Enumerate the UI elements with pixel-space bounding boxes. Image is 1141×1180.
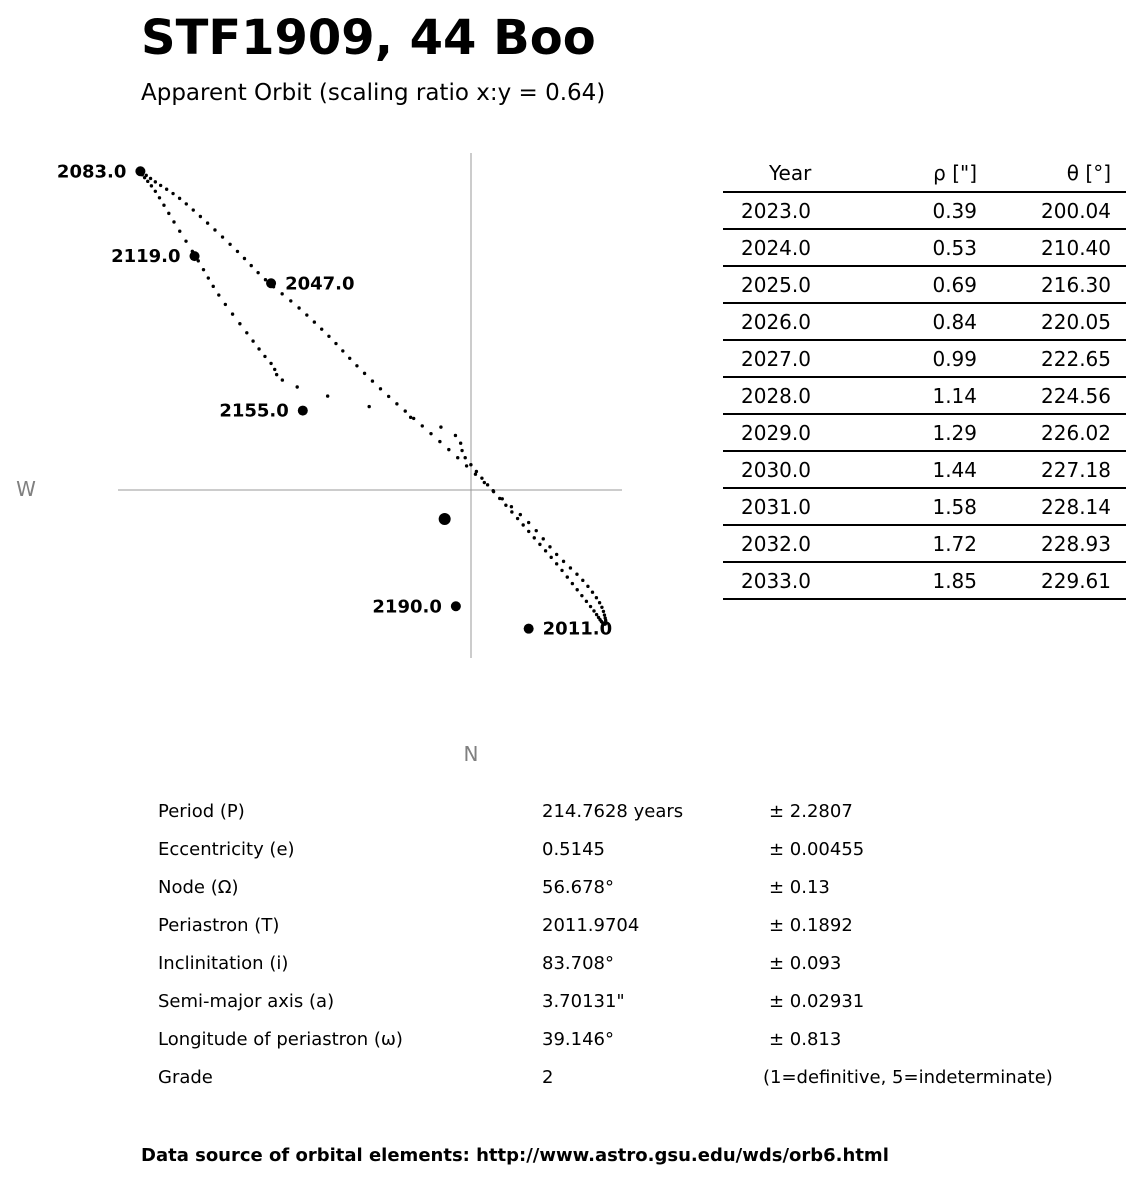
epoch-point — [266, 278, 276, 288]
element-label: Period (P) — [158, 801, 245, 822]
theta-cell: 224.56 — [977, 377, 1126, 414]
element-label: Longitude of periastron (ω) — [158, 1029, 403, 1050]
orbit-point — [146, 180, 149, 183]
orbit-point — [486, 483, 489, 486]
orbit-point — [510, 510, 513, 513]
orbit-point — [560, 569, 563, 572]
rho-cell: 0.69 — [861, 266, 977, 303]
element-row-grade — [158, 1061, 1118, 1099]
orbit-point — [521, 523, 524, 526]
table-row — [723, 451, 1126, 488]
table-row — [723, 192, 1126, 229]
epoch-point — [451, 601, 461, 611]
orbit-point — [238, 322, 241, 325]
orbit-point — [162, 204, 165, 207]
orbit-point — [313, 320, 316, 323]
year-cell: 2023.0 — [723, 192, 861, 229]
orbit-point — [154, 180, 157, 183]
orbit-point — [516, 517, 519, 520]
element-value: 2011.9704 — [542, 915, 640, 936]
rho-cell: 1.14 — [861, 377, 977, 414]
element-row-inclination — [158, 947, 1118, 985]
orbit-point — [256, 271, 259, 274]
element-label: Semi-major axis (a) — [158, 991, 335, 1012]
table-row — [723, 562, 1126, 599]
west-axis-label: W — [16, 477, 36, 501]
orbit-point — [185, 202, 188, 205]
orbit-point — [569, 566, 572, 569]
theta-cell: 216.30 — [977, 266, 1126, 303]
orbit-point — [326, 394, 329, 397]
rho-cell: 1.85 — [861, 562, 977, 599]
table-row — [723, 488, 1126, 525]
orbit-point — [421, 424, 424, 427]
primary-star — [439, 513, 451, 525]
orbit-point — [395, 402, 398, 405]
orbit-point — [213, 228, 216, 231]
orbit-point — [409, 416, 412, 419]
page-subtitle: Apparent Orbit (scaling ratio x:y = 0.64) — [141, 80, 606, 106]
element-label: Periastron (T) — [158, 915, 280, 936]
orbit-point — [519, 513, 522, 516]
orbit-point — [184, 239, 187, 242]
orbit-point — [251, 339, 254, 342]
orbit-point — [439, 425, 442, 428]
epoch-label: 2083.0 — [56, 161, 127, 183]
orbit-point — [510, 505, 513, 508]
orbit-point — [281, 378, 284, 381]
element-row-period — [158, 795, 1118, 833]
orbit-point — [149, 177, 152, 180]
data-source-footer: Data source of orbital elements: http://www.astro.gsu.edu/wds/orb6.html — [141, 1145, 889, 1166]
orbit-point — [492, 490, 495, 493]
element-value: 214.7628 years — [542, 801, 684, 822]
orbit-point — [165, 188, 168, 191]
orbit-point — [603, 613, 606, 616]
orbit-point — [297, 306, 300, 309]
orbit-point — [412, 417, 415, 420]
orbit-point — [273, 368, 276, 371]
element-error: ± 0.02931 — [769, 991, 865, 1012]
orbit-point — [236, 250, 239, 253]
orbit-point — [527, 530, 530, 533]
orbit-point — [327, 335, 330, 338]
element-value: 3.70131" — [542, 991, 625, 1012]
orbit-point — [581, 579, 584, 582]
element-label: Eccentricity (e) — [158, 839, 295, 860]
orbit-point — [280, 292, 283, 295]
orbit-point — [480, 476, 483, 479]
theta-cell: 229.61 — [977, 562, 1126, 599]
orbit-point — [367, 405, 370, 408]
table-row — [723, 525, 1126, 562]
orbit-point — [371, 379, 374, 382]
orbit-point — [571, 582, 574, 585]
theta-cell: 228.14 — [977, 488, 1126, 525]
epoch-label: 2119.0 — [111, 246, 181, 268]
element-error: ± 0.1892 — [769, 915, 853, 936]
orbit-point — [538, 543, 541, 546]
orbit-point — [586, 585, 589, 588]
orbit-point — [348, 357, 351, 360]
table-row — [723, 414, 1126, 451]
epoch-label: 2155.0 — [219, 400, 289, 422]
orbit-point — [363, 372, 366, 375]
element-label: Inclinitation (i) — [158, 953, 289, 974]
rho-cell: 0.53 — [861, 229, 977, 266]
orbit-point — [305, 313, 308, 316]
rho-cell: 1.72 — [861, 525, 977, 562]
orbit-point — [533, 536, 536, 539]
orbit-point — [598, 601, 601, 604]
orbit-point — [221, 235, 224, 238]
rho-cell: 1.58 — [861, 488, 977, 525]
orbit-point — [172, 220, 175, 223]
orbit-point — [566, 575, 569, 578]
orbit-point — [167, 212, 170, 215]
orbit-point — [263, 355, 266, 358]
element-value: 56.678° — [542, 877, 614, 898]
orbit-point — [355, 364, 358, 367]
element-label: Node (Ω) — [158, 877, 239, 898]
theta-cell: 222.65 — [977, 340, 1126, 377]
year-cell: 2029.0 — [723, 414, 861, 451]
orbit-point — [447, 448, 450, 451]
orbit-point — [212, 285, 215, 288]
orbit-point — [542, 537, 545, 540]
element-error: ± 0.13 — [769, 877, 830, 898]
orbit-point — [154, 190, 157, 193]
rho-cell: 1.29 — [861, 414, 977, 451]
element-value: 39.146° — [542, 1029, 614, 1050]
table-row — [723, 229, 1126, 266]
epoch-label: 2190.0 — [372, 596, 442, 618]
orbit-point — [555, 553, 558, 556]
element-row-longitude-periastron — [158, 1023, 1118, 1061]
element-error: ± 0.093 — [769, 953, 842, 974]
element-row-semi-major-axis — [158, 985, 1118, 1023]
element-value: 83.708° — [542, 953, 614, 974]
element-row-eccentricity — [158, 833, 1118, 871]
orbit-point — [275, 373, 278, 376]
orbit-point — [387, 395, 390, 398]
orbit-point — [231, 312, 234, 315]
year-cell: 2030.0 — [723, 451, 861, 488]
orbit-point — [158, 196, 161, 199]
orbit-point — [562, 560, 565, 563]
orbit-point — [243, 257, 246, 260]
theta-cell: 226.02 — [977, 414, 1126, 451]
orbit-point — [580, 594, 583, 597]
orbit-point — [178, 230, 181, 233]
element-label: Grade — [158, 1067, 213, 1088]
orbit-point — [475, 470, 478, 473]
orbit-point — [535, 529, 538, 532]
element-error: ± 0.813 — [769, 1029, 842, 1050]
orbit-point — [438, 440, 441, 443]
element-error: ± 0.00455 — [769, 839, 865, 860]
orbit-point — [504, 504, 507, 507]
orbit-point — [592, 609, 595, 612]
orbit-point — [379, 387, 382, 390]
element-error: ± 2.2807 — [769, 801, 853, 822]
orbit-point — [178, 197, 181, 200]
orbit-point — [296, 385, 299, 388]
orbit-point — [483, 481, 486, 484]
orbital-elements — [158, 795, 1118, 1099]
year-cell: 2028.0 — [723, 377, 861, 414]
orbit-point — [207, 276, 210, 279]
year-header: Year — [723, 155, 861, 192]
year-cell: 2024.0 — [723, 229, 861, 266]
theta-cell: 220.05 — [977, 303, 1126, 340]
orbit-point — [269, 362, 272, 365]
table-row — [723, 340, 1126, 377]
orbit-dots — [138, 169, 608, 626]
orbit-point — [404, 409, 407, 412]
epoch-label: 2047.0 — [285, 273, 355, 295]
rho-header: ρ ["] — [861, 155, 977, 192]
rho-cell: 0.84 — [861, 303, 977, 340]
orbit-point — [202, 268, 205, 271]
orbit-point — [250, 264, 253, 267]
orbit-point — [555, 562, 558, 565]
theta-cell: 200.04 — [977, 192, 1126, 229]
epoch-point — [135, 166, 145, 176]
orbit-point — [576, 588, 579, 591]
epoch-label: 2011.0 — [542, 618, 613, 640]
orbit-point — [257, 347, 260, 350]
year-cell: 2031.0 — [723, 488, 861, 525]
orbit-point — [228, 243, 231, 246]
orbit-point — [429, 432, 432, 435]
orbit-point — [589, 605, 592, 608]
orbit-point — [527, 521, 530, 524]
orbit-point — [192, 208, 195, 211]
orbit-point — [544, 549, 547, 552]
element-row-periastron — [158, 909, 1118, 947]
table-row — [723, 303, 1126, 340]
orbit-point — [217, 293, 220, 296]
table-header-row — [723, 155, 1126, 192]
orbit-point — [459, 442, 462, 445]
orbit-chart — [0, 130, 700, 780]
orbit-point — [591, 590, 594, 593]
element-note: (1=definitive, 5=indeterminate) — [763, 1067, 1053, 1088]
ephemeris-table — [723, 155, 1126, 600]
orbit-point — [602, 610, 605, 613]
orbit-point — [320, 327, 323, 330]
orbit-point — [469, 463, 472, 466]
year-cell: 2025.0 — [723, 266, 861, 303]
element-value: 0.5145 — [542, 839, 605, 860]
table-row — [723, 377, 1126, 414]
orbit-point — [171, 192, 174, 195]
orbit-point — [548, 545, 551, 548]
orbit-point — [464, 456, 467, 459]
rho-cell: 0.99 — [861, 340, 977, 377]
orbit-point — [199, 215, 202, 218]
element-value: 2 — [542, 1067, 554, 1088]
north-axis-label: N — [463, 742, 479, 766]
orbit-point — [150, 184, 153, 187]
theta-cell: 210.40 — [977, 229, 1126, 266]
orbit-point — [595, 596, 598, 599]
labeled-points — [57, 161, 612, 639]
orbit-point — [245, 331, 248, 334]
year-cell: 2033.0 — [723, 562, 861, 599]
orbit-point — [159, 184, 162, 187]
element-row-node — [158, 871, 1118, 909]
orbit-point — [465, 464, 468, 467]
epoch-point — [190, 251, 200, 261]
year-cell: 2026.0 — [723, 303, 861, 340]
orbit-point — [600, 606, 603, 609]
theta-cell: 227.18 — [977, 451, 1126, 488]
orbit-point — [498, 497, 501, 500]
orbit-point — [334, 342, 337, 345]
epoch-point — [524, 624, 534, 634]
theta-cell: 228.93 — [977, 525, 1126, 562]
orbit-point — [224, 303, 227, 306]
page-title: STF1909, 44 Boo — [141, 10, 596, 66]
table-row — [723, 266, 1126, 303]
orbit-point — [549, 556, 552, 559]
orbit-point — [585, 600, 588, 603]
orbit-point — [595, 613, 598, 616]
epoch-point — [298, 406, 308, 416]
orbit-point — [145, 174, 148, 177]
orbit-point — [341, 349, 344, 352]
rho-cell: 1.44 — [861, 451, 977, 488]
year-cell: 2027.0 — [723, 340, 861, 377]
theta-header: θ [°] — [977, 155, 1126, 192]
orbit-point — [456, 456, 459, 459]
orbit-point — [460, 449, 463, 452]
year-cell: 2032.0 — [723, 525, 861, 562]
rho-cell: 0.39 — [861, 192, 977, 229]
orbit-point — [575, 573, 578, 576]
orbit-point — [454, 434, 457, 437]
orbit-point — [289, 299, 292, 302]
orbit-point — [206, 221, 209, 224]
